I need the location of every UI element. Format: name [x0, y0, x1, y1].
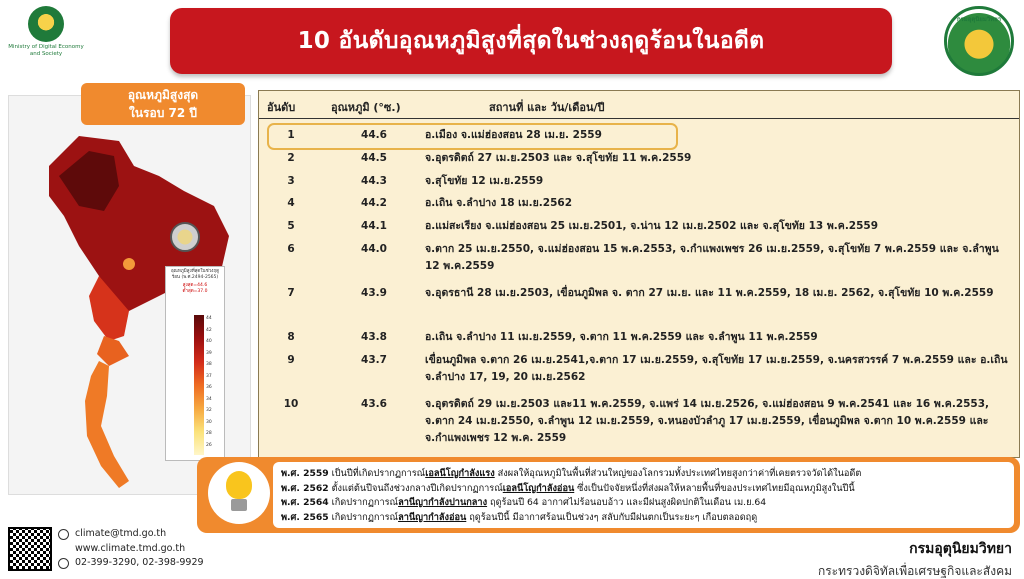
legend-tick: 38	[206, 362, 212, 367]
place-cell: อ.แม่สะเรียง จ.แม่ฮ่องสอน 25 เม.ย.2501, จ.น่าน 12 เม.ย.2502 และ จ.สุโขทัย 13 พ.ค.2559	[425, 220, 879, 232]
garuda-emblem-icon	[28, 6, 64, 42]
email-text[interactable]: climate@tmd.go.th	[75, 528, 167, 539]
note-2565	[281, 511, 1006, 526]
place-cell: จ.ตาก 25 เม.ย.2550, จ.แม่ฮ่องสอน 15 พ.ค.2553, จ.กำแพงเพชร 26 เม.ย.2559, จ.สุโขทัย 7 พ.ค.2559 และ จ.ลำพูน 12 พ.ค.2559	[425, 243, 999, 272]
temp-cell: 44.1	[361, 220, 387, 232]
legend-high: สูงสุด=44.6	[182, 283, 208, 288]
department-name: กรมอุตุนิยมวิทยา	[909, 541, 1012, 557]
legend-tick: 28	[206, 431, 212, 436]
lightbulb-glass	[226, 471, 252, 499]
note-2564	[281, 496, 1006, 511]
place-cell: จ.สุโขทัย 12 เม.ย.2559	[425, 175, 544, 187]
rank-cell: 10	[283, 398, 299, 410]
note-highlight: เอลนีโญกำลังอ่อน	[502, 482, 575, 494]
note-pre: เกิดปรากฏการณ์	[331, 497, 399, 508]
map-label-line1: อุณหภูมิสูงสุด	[127, 88, 199, 102]
place-cell: อ.เถิน จ.ลำปาง 11 เม.ย.2559, จ.ตาก 11 พ.ค.2559 และ จ.ลำพูน 11 พ.ค.2559	[425, 331, 818, 343]
rank-cell: 7	[287, 287, 295, 299]
legend-title: อุณหภูมิสูงที่สุดในช่วงฤดูร้อน (พ.ศ.2494-2565)	[170, 269, 220, 280]
legend-tick: 34	[206, 396, 212, 402]
phone-icon	[58, 558, 69, 569]
note-year: พ.ศ. 2565	[281, 511, 329, 523]
lightbulb-icon	[208, 462, 270, 524]
note-year: พ.ศ. 2564	[281, 497, 329, 508]
note-highlight: เอลนีโญกำลังแรง	[425, 468, 495, 479]
temp-cell: 43.6	[361, 398, 387, 410]
temp-cell: 43.9	[361, 287, 387, 299]
rank-cell: 1	[287, 129, 295, 141]
note-post: ส่งผลให้อุณหภูมิในพื้นที่ส่วนใหญ่ของโลกรวมทั้งประเทศไทยสูงกว่าค่าที่เคยตรวจวัดได้ในอดีต	[494, 468, 862, 479]
legend-low: ต่ำสุด=37.0	[182, 289, 208, 294]
ministry-logo	[8, 6, 84, 66]
legend-tick: 39	[206, 350, 212, 356]
note-highlight: ลานีญากำลังปานกลาง	[398, 497, 488, 508]
temp-cell: 43.8	[361, 331, 387, 343]
title-banner	[170, 8, 892, 74]
legend-tick: 32	[206, 408, 212, 413]
place-cell: จ.อุตรดิตถ์ 27 เม.ย.2503 และ จ.สุโขทัย 11 พ.ค.2559	[425, 152, 692, 164]
rank-cell: 9	[287, 354, 295, 366]
place-cell: อ.เมือง จ.แม่ฮ่องสอน 28 เม.ย. 2559	[425, 129, 602, 141]
note-year: พ.ศ. 2562	[281, 482, 329, 494]
ministry-name: กระทรวงดิจิทัลเพื่อเศรษฐกิจและสังคม	[817, 564, 1012, 578]
website-row	[58, 542, 228, 557]
note-post: ฤดูร้อนปี 64 อากาศไม่ร้อนอบอ้าว และมีฝนสูงผิดปกติในเดือน เม.ย.64	[487, 497, 767, 508]
temp-cell: 44.2	[361, 197, 387, 209]
legend-ticks	[206, 313, 212, 451]
rank-cell: 4	[287, 197, 295, 209]
temp-cell: 44.0	[361, 243, 387, 255]
contact-info	[58, 527, 228, 571]
note-2559	[281, 467, 1006, 482]
temp-cell: 44.6	[361, 129, 387, 141]
place-cell: จ.อุตรดิตถ์ 29 เม.ย.2503 และ11 พ.ค.2559, จ.แพร่ 14 เม.ย.2526, จ.แม่ฮ่องสอน 9 พ.ค.2541 และ 16 พ.ค.2553, จ.ตาก 24 เม.ย.2550, จ.ลำพูน 12 เม.ย.2559, จ.หนองบัวลำภู 17 เม.ย.2559, เขื่อนภูมิพล จ.ตาก 10 พ.ค.2559 และ จ.กำแพงเพชร 12 พ.ค. 2559	[425, 398, 990, 444]
note-2562	[281, 482, 1006, 497]
legend-tick: 26	[206, 442, 212, 448]
email-row	[58, 527, 228, 542]
place-cell: จ.อุดรธานี 28 เม.ย.2503, เขื่อนภูมิพล จ. ตาก 27 เม.ย. และ 11 พ.ค.2559, 18 เม.ย. 2562, จ.สุโขทัย 10 พ.ค.2559	[425, 287, 994, 299]
tmd-seal-caption: กรมอุตุนิยมวิทยา	[956, 16, 1002, 23]
note-post: ฤดูร้อนปีนี้ มีอากาศร้อนเป็นช่วงๆ สลับกับมีฝนตกเป็นระยะๆ เกือบตลอดฤดู	[466, 511, 758, 523]
rank-cell: 3	[287, 175, 295, 187]
note-year: พ.ศ. 2559	[281, 468, 329, 479]
phone-row	[58, 556, 228, 571]
page-title: 10 อันดับอุณหภูมิสูงที่สุดในช่วงฤดูร้อนในอดีต	[297, 28, 765, 54]
tmd-seal	[944, 6, 1014, 76]
legend-tick: 42	[206, 327, 212, 333]
temp-cell: 44.5	[361, 152, 387, 164]
footer-department	[818, 538, 1012, 579]
phone-text: 02-399-3290, 02-398-9929	[75, 557, 204, 568]
place-cell: อ.เถิน จ.ลำปาง 18 เม.ย.2562	[425, 197, 573, 209]
legend-tick: 44	[206, 316, 212, 321]
note-pre: ตั้งแต่ต้นปีจนถึงช่วงกลางปีเกิดปรากฏการณ์	[331, 482, 503, 494]
tmd-mini-seal-icon	[170, 222, 200, 252]
legend-tick: 30	[206, 419, 212, 425]
rank-cell: 8	[287, 331, 295, 343]
place-cell: เขื่อนภูมิพล จ.ตาก 26 เม.ย.2541,จ.ตาก 17 เม.ย.2559, จ.สุโขทัย 17 เม.ย.2559, จ.นครสวรรค์ 7 พ.ค.2559 และ อ.เถิน จ.ลำปาง 17, 19, 20 เม.ย.2562	[425, 354, 1008, 383]
temp-cell: 44.3	[361, 175, 387, 187]
rank-cell: 2	[287, 152, 295, 164]
map-legend	[165, 266, 225, 461]
ranking-table	[258, 90, 1020, 458]
map-label-line2: ในรอบ 72 ปี	[128, 106, 197, 120]
lightbulb-base	[231, 499, 247, 511]
legend-tick: 36	[206, 385, 212, 390]
rank-cell: 6	[287, 243, 295, 255]
rank-cell: 5	[287, 220, 295, 232]
header-place: สถานที่ และ วัน/เดือน/ปี	[489, 101, 605, 114]
legend-color-scale	[194, 315, 204, 455]
email-icon	[58, 529, 69, 540]
qr-code-icon[interactable]	[8, 527, 52, 571]
header-temp: อุณหภูมิ (°ซ.)	[331, 101, 401, 114]
legend-tick: 37	[206, 373, 212, 379]
table-header	[259, 91, 1019, 119]
note-highlight: ลานีญากำลังอ่อน	[398, 511, 467, 523]
temp-cell: 43.7	[361, 354, 387, 366]
note-pre: เกิดปรากฏการณ์	[331, 511, 399, 523]
notes-panel	[273, 462, 1014, 528]
note-pre: เป็นปีที่เกิดปรากฏการณ์	[331, 468, 426, 479]
map-label	[81, 83, 245, 125]
legend-tick: 40	[206, 339, 212, 344]
header-rank: อันดับ	[267, 101, 296, 114]
website-text[interactable]: www.climate.tmd.go.th	[75, 542, 186, 554]
ministry-logo-caption: Ministry of Digital Economy and Society	[8, 44, 84, 57]
note-post: ซึ่งเป็นปัจจัยหนึ่งที่ส่งผลให้หลายพื้นที่ของประเทศไทยมีอุณหภูมิสูงในปีนี้	[574, 482, 855, 494]
